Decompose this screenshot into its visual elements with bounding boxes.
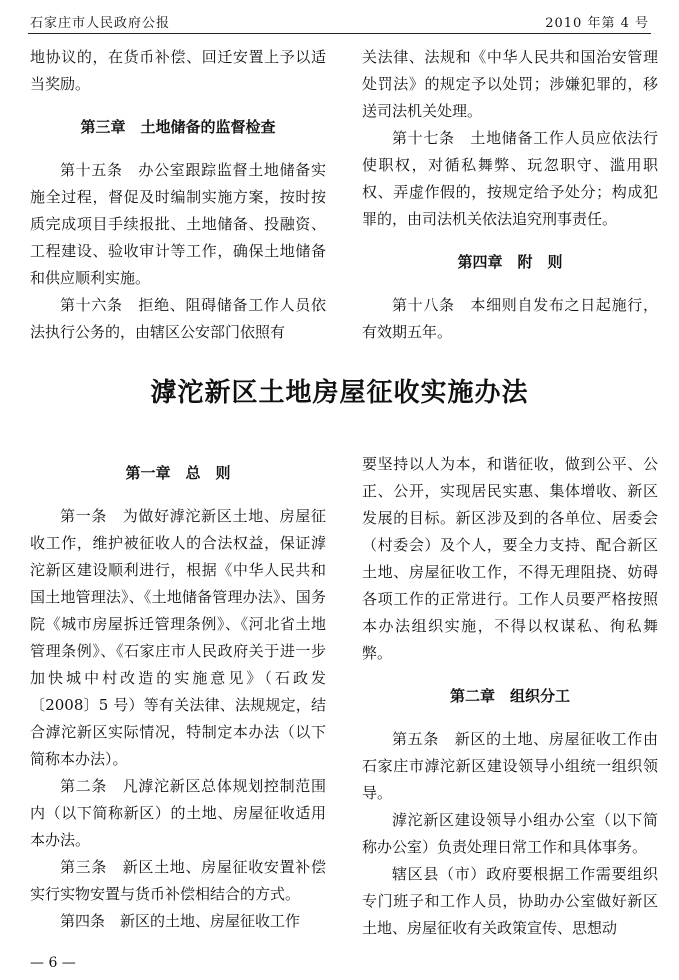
chapter-heading: 第三章 土地储备的监督检查 (80, 118, 276, 136)
top-right-column (362, 44, 658, 346)
paragraph: 关法律、法规和《中华人民共和国治安管理处罚法》的规定予以处罚；涉嫌犯罪的，移送司法机关处理。 (362, 48, 658, 120)
article-4: 第四条 新区的土地、房屋征收工作 (60, 912, 301, 930)
article-1: 第一条 为做好滹沱新区土地、房屋征收工作，维护被征收人的合法权益，保证滹沱新区建设顺利进行，根据《中华人民共和国土地管理法》、《土地储备管理办法》、国务院《城市房屋拆迁管理条例》、《河北省土地管理条例》、《石家庄市人民政府关于进一步加快城中村改造的实施意见》（石政发〔2008〕5 号）等有关法律、法规规定，结合滹沱新区实际情况，特制定本办法（以下简称本办法）。 (30, 507, 326, 768)
chapter-heading: 第一章 总 则 (125, 464, 231, 482)
article-17: 第十七条 土地储备工作人员应依法行使职权，对循私舞弊、玩忽职守、滥用职权、弄虚作假的，按规定给予处分；构成犯罪的，由司法机关依法追究刑事责任。 (362, 129, 658, 228)
article-3: 第三条 新区土地、房屋征收安置补偿实行实物安置与货币补偿相结合的方式。 (30, 858, 326, 903)
running-header (30, 12, 649, 32)
top-left-column (30, 44, 326, 346)
paragraph: 滹沱新区建设领导小组办公室（以下简称办公室）负责处理日常工作和具体事务。 (362, 811, 658, 856)
paragraph: 辖区县（市）政府要根据工作需要组织专门班子和工作人员，协助办公室做好新区土地、房屋征收有关政策宣传、思想动 (362, 865, 658, 937)
article-18: 第十八条 本细则自发布之日起施行，有效期五年。 (362, 296, 658, 341)
document-title: 滹沱新区土地房屋征收实施办法 (150, 378, 529, 408)
bottom-right-column (362, 451, 658, 942)
page-number: — 6 — (30, 955, 76, 971)
header-rule (28, 33, 651, 34)
issue-number: 2010 年第 4 号 (545, 16, 649, 31)
article-2: 第二条 凡滹沱新区总体规划控制范围内（以下简称新区）的土地、房屋征收适用本办法。 (30, 777, 326, 849)
paragraph: 地协议的，在货币补偿、回迁安置上予以适当奖励。 (30, 48, 326, 93)
bottom-left-column (30, 460, 326, 935)
publication-name: 石家庄市人民政府公报 (30, 16, 171, 31)
article-15: 第十五条 办公室跟踪监督土地储备实施全过程，督促及时编制实施方案，按时按质完成项目手续报批、土地储备、投融资、工程建设、验收审计等工作，确保土地储备和供应顺利实施。 (30, 161, 326, 287)
paragraph: 要坚持以人为本，和谐征收，做到公平、公正、公开，实现居民实惠、集体增收、新区发展的目标。新区涉及到的各单位、居委会（村委会）及个人，要全力支持、配合新区土地、房屋征收工作，不得无理阻挠、妨碍各项工作的正常进行。工作人员要严格按照本办法组织实施，不得以权谋私、徇私舞弊。 (362, 455, 658, 662)
chapter-heading: 第二章 组织分工 (449, 687, 570, 705)
chapter-heading: 第四章 附 则 (457, 253, 563, 271)
article-16: 第十六条 拒绝、阻碍储备工作人员依法执行公务的，由辖区公安部门依照有 (30, 296, 326, 341)
article-5: 第五条 新区的土地、房屋征收工作由石家庄市滹沱新区建设领导小组统一组织领导。 (362, 730, 658, 802)
